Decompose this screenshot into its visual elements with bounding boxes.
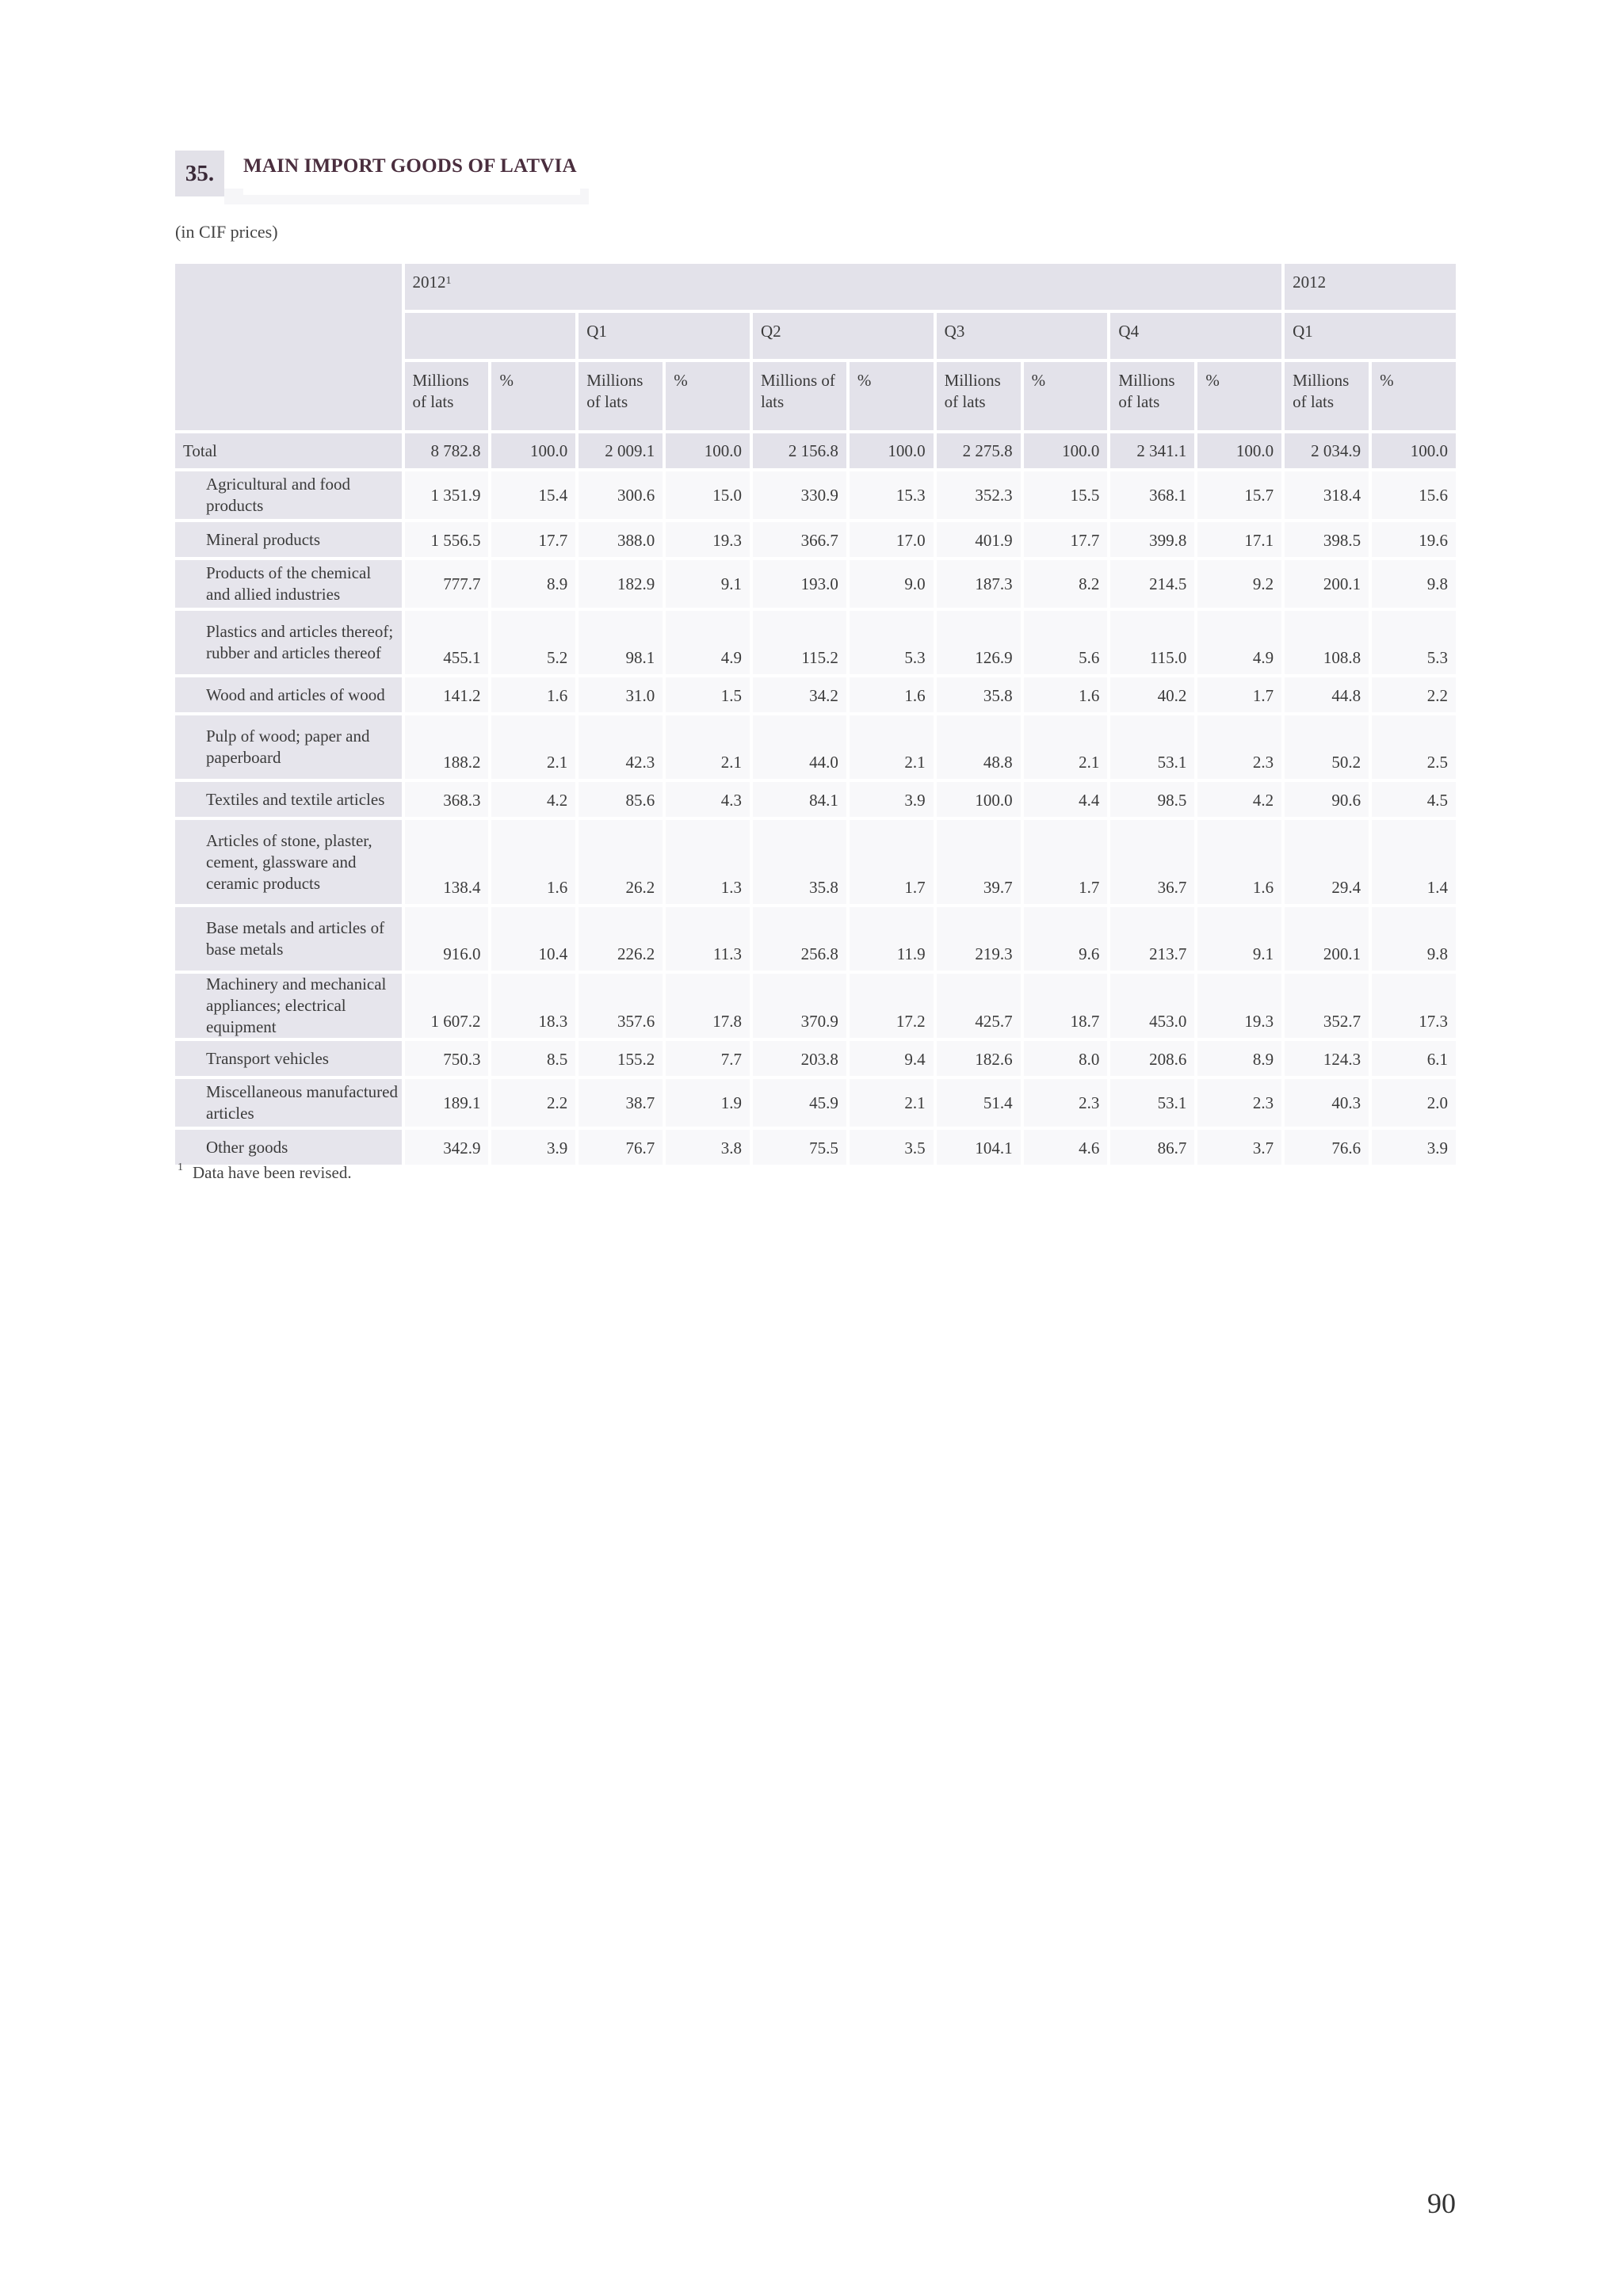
table-cell: 115.0 — [1110, 611, 1194, 674]
table-cell: 115.2 — [753, 611, 846, 674]
table-cell: 35.8 — [753, 820, 846, 904]
quarter-header-q3: Q3 — [937, 313, 1108, 359]
table-cell: 75.5 — [753, 1130, 846, 1165]
table-cell: 352.7 — [1285, 974, 1369, 1038]
table-cell: 777.7 — [405, 560, 489, 608]
table-cell: 104.1 — [937, 1130, 1021, 1165]
table-cell: 100.0 — [1024, 433, 1108, 468]
table-cell: 17.8 — [666, 974, 750, 1038]
table-cell: 2.1 — [850, 1079, 934, 1127]
table-row — [175, 677, 1456, 712]
row-label: Other goods — [175, 1130, 402, 1165]
table-row — [175, 522, 1456, 557]
row-label: Miscellaneous manufactured articles — [175, 1079, 402, 1127]
table-cell: 226.2 — [579, 907, 663, 971]
table-cell: 2 275.8 — [937, 433, 1021, 468]
table-cell: 19.3 — [666, 522, 750, 557]
row-label: Transport vehicles — [175, 1041, 402, 1076]
table-cell: 1.6 — [850, 677, 934, 712]
table-cell: 85.6 — [579, 782, 663, 817]
table-cell: 3.8 — [666, 1130, 750, 1165]
table-cell: 3.7 — [1197, 1130, 1281, 1165]
unit-header-percent: % — [850, 362, 934, 430]
table-cell: 193.0 — [753, 560, 846, 608]
table-cell: 19.6 — [1372, 522, 1456, 557]
total-row — [175, 433, 1456, 468]
table-cell: 189.1 — [405, 1079, 489, 1127]
table-cell: 100.0 — [937, 782, 1021, 817]
table-cell: 108.8 — [1285, 611, 1369, 674]
table-cell: 100.0 — [666, 433, 750, 468]
table-cell: 203.8 — [753, 1041, 846, 1076]
table-cell: 124.3 — [1285, 1041, 1369, 1076]
table-cell: 9.6 — [1024, 907, 1108, 971]
table-cell: 318.4 — [1285, 471, 1369, 519]
table-cell: 4.4 — [1024, 782, 1108, 817]
price-basis-note: (in CIF prices) — [175, 222, 278, 242]
table-cell: 8.9 — [491, 560, 575, 608]
table-cell: 370.9 — [753, 974, 846, 1038]
table-cell: 9.8 — [1372, 907, 1456, 971]
unit-header-percent: % — [1372, 362, 1456, 430]
table-cell: 4.6 — [1024, 1130, 1108, 1165]
table-cell: 368.1 — [1110, 471, 1194, 519]
quarter-header-q1-2012: Q1 — [1285, 313, 1456, 359]
table-cell: 100.0 — [1197, 433, 1281, 468]
table-cell: 182.9 — [579, 560, 663, 608]
table-cell: 2.3 — [1197, 715, 1281, 779]
table-cell: 100.0 — [1372, 433, 1456, 468]
table-cell: 5.3 — [850, 611, 934, 674]
table-cell: 44.0 — [753, 715, 846, 779]
table-cell: 5.2 — [491, 611, 575, 674]
import-goods-table — [172, 261, 1459, 1168]
table-cell: 44.8 — [1285, 677, 1369, 712]
table-cell: 34.2 — [753, 677, 846, 712]
table-cell: 8.2 — [1024, 560, 1108, 608]
table-cell: 3.5 — [850, 1130, 934, 1165]
table-cell: 11.3 — [666, 907, 750, 971]
table-number: 35. — [175, 151, 224, 196]
row-label: Base metals and articles of base metals — [175, 907, 402, 971]
table-cell: 2 034.9 — [1285, 433, 1369, 468]
table-cell: 15.0 — [666, 471, 750, 519]
table-row — [175, 1130, 1456, 1165]
unit-header-millions: Millions of lats — [579, 362, 663, 430]
table-cell: 5.6 — [1024, 611, 1108, 674]
table-cell: 98.5 — [1110, 782, 1194, 817]
table-row — [175, 974, 1456, 1038]
unit-header-millions: Millions of lats — [1110, 362, 1194, 430]
table-cell: 2 341.1 — [1110, 433, 1194, 468]
row-label: Mineral products — [175, 522, 402, 557]
table-cell: 455.1 — [405, 611, 489, 674]
table-cell: 2.1 — [850, 715, 934, 779]
table-cell: 38.7 — [579, 1079, 663, 1127]
table-cell: 213.7 — [1110, 907, 1194, 971]
table-cell: 9.4 — [850, 1041, 934, 1076]
table-cell: 453.0 — [1110, 974, 1194, 1038]
table-cell: 219.3 — [937, 907, 1021, 971]
table-cell: 36.7 — [1110, 820, 1194, 904]
table-cell: 8.5 — [491, 1041, 575, 1076]
table-cell: 187.3 — [937, 560, 1021, 608]
table-cell: 11.9 — [850, 907, 934, 971]
footnote-text: Data have been revised. — [193, 1163, 352, 1182]
table-cell: 86.7 — [1110, 1130, 1194, 1165]
table-cell: 1.7 — [1024, 820, 1108, 904]
table-cell: 138.4 — [405, 820, 489, 904]
table-cell: 2.3 — [1197, 1079, 1281, 1127]
table-cell: 388.0 — [579, 522, 663, 557]
year-header-2012-revised: 2012$^1$ — [405, 264, 1282, 310]
table-cell: 141.2 — [405, 677, 489, 712]
table-row — [175, 1079, 1456, 1127]
table-row — [175, 782, 1456, 817]
table-cell: 366.7 — [753, 522, 846, 557]
table-cell: 2 156.8 — [753, 433, 846, 468]
table-cell: 9.8 — [1372, 560, 1456, 608]
table-row — [175, 820, 1456, 904]
table-cell: 42.3 — [579, 715, 663, 779]
table-cell: 17.0 — [850, 522, 934, 557]
table-cell: 368.3 — [405, 782, 489, 817]
table-cell: 200.1 — [1285, 907, 1369, 971]
row-label: Pulp of wood; paper and paperboard — [175, 715, 402, 779]
table-cell: 17.1 — [1197, 522, 1281, 557]
table-title — [175, 151, 580, 203]
table-cell: 15.7 — [1197, 471, 1281, 519]
table-cell: 208.6 — [1110, 1041, 1194, 1076]
table-cell: 17.7 — [491, 522, 575, 557]
table-cell: 1.6 — [1024, 677, 1108, 712]
table-cell: 2.1 — [1024, 715, 1108, 779]
table-cell: 256.8 — [753, 907, 846, 971]
stub-header — [175, 264, 402, 430]
table-cell: 17.7 — [1024, 522, 1108, 557]
table-cell: 1.6 — [491, 677, 575, 712]
row-label: Textiles and textile articles — [175, 782, 402, 817]
table-cell: 76.6 — [1285, 1130, 1369, 1165]
table-cell: 18.3 — [491, 974, 575, 1038]
table-cell: 1.6 — [1197, 820, 1281, 904]
table-cell: 100.0 — [491, 433, 575, 468]
table-cell: 425.7 — [937, 974, 1021, 1038]
table-cell: 9.2 — [1197, 560, 1281, 608]
table-cell: 2.1 — [666, 715, 750, 779]
table-cell: 45.9 — [753, 1079, 846, 1127]
table-cell: 50.2 — [1285, 715, 1369, 779]
table-cell: 76.7 — [579, 1130, 663, 1165]
unit-header-millions: Millions of lats — [1285, 362, 1369, 430]
row-label: Wood and articles of wood — [175, 677, 402, 712]
table-cell: 9.1 — [1197, 907, 1281, 971]
table-row — [175, 715, 1456, 779]
table-cell: 401.9 — [937, 522, 1021, 557]
table-cell: 84.1 — [753, 782, 846, 817]
table-row — [175, 1041, 1456, 1076]
quarter-header-q4: Q4 — [1110, 313, 1281, 359]
table-cell: 2.5 — [1372, 715, 1456, 779]
table-row — [175, 907, 1456, 971]
table-cell: 1.5 — [666, 677, 750, 712]
table-cell: 1 351.9 — [405, 471, 489, 519]
table-cell: 90.6 — [1285, 782, 1369, 817]
table-cell: 3.9 — [491, 1130, 575, 1165]
table-cell: 1.7 — [850, 820, 934, 904]
table-heading: MAIN IMPORT GOODS OF LATVIA — [243, 155, 580, 195]
table-cell: 39.7 — [937, 820, 1021, 904]
table-cell: 4.2 — [491, 782, 575, 817]
table-cell: 4.2 — [1197, 782, 1281, 817]
row-label: Agricultural and food products — [175, 471, 402, 519]
row-label: Machinery and mechanical appliances; electrical equipment — [175, 974, 402, 1038]
row-label: Articles of stone, plaster, cement, glassware and ceramic products — [175, 820, 402, 904]
table-cell: 1.3 — [666, 820, 750, 904]
table-cell: 1 607.2 — [405, 974, 489, 1038]
table-cell: 10.4 — [491, 907, 575, 971]
table-cell: 9.1 — [666, 560, 750, 608]
footnote-marker: 1 — [178, 1161, 183, 1173]
table-cell: 17.3 — [1372, 974, 1456, 1038]
unit-header-millions: Millions of lats — [753, 362, 846, 430]
quarter-header-q1: Q1 — [579, 313, 750, 359]
table-cell: 53.1 — [1110, 715, 1194, 779]
table-cell: 18.7 — [1024, 974, 1108, 1038]
table-cell: 126.9 — [937, 611, 1021, 674]
table-cell: 2 009.1 — [579, 433, 663, 468]
table-cell: 29.4 — [1285, 820, 1369, 904]
unit-header-millions: Millions of lats — [937, 362, 1021, 430]
table-cell: 4.9 — [1197, 611, 1281, 674]
table-cell: 1.9 — [666, 1079, 750, 1127]
table-row — [175, 471, 1456, 519]
table-cell: 1 556.5 — [405, 522, 489, 557]
table-cell: 8.9 — [1197, 1041, 1281, 1076]
table-cell: 8 782.8 — [405, 433, 489, 468]
unit-header-percent: % — [491, 362, 575, 430]
table-cell: 352.3 — [937, 471, 1021, 519]
table-cell: 188.2 — [405, 715, 489, 779]
table-cell: 4.5 — [1372, 782, 1456, 817]
table-cell: 31.0 — [579, 677, 663, 712]
table-cell: 155.2 — [579, 1041, 663, 1076]
row-label: Products of the chemical and allied industries — [175, 560, 402, 608]
table-cell: 15.3 — [850, 471, 934, 519]
table-cell: 916.0 — [405, 907, 489, 971]
table-row — [175, 560, 1456, 608]
table-cell: 17.2 — [850, 974, 934, 1038]
table-cell: 40.3 — [1285, 1079, 1369, 1127]
year-header-2012: 2012 — [1285, 264, 1456, 310]
table-cell: 19.3 — [1197, 974, 1281, 1038]
table-cell: 1.4 — [1372, 820, 1456, 904]
table-cell: 35.8 — [937, 677, 1021, 712]
footnote — [178, 1163, 352, 1183]
table-cell: 398.5 — [1285, 522, 1369, 557]
annual-header-blank — [405, 313, 576, 359]
table-cell: 6.1 — [1372, 1041, 1456, 1076]
table-cell: 2.0 — [1372, 1079, 1456, 1127]
table-cell: 2.2 — [1372, 677, 1456, 712]
table-cell: 48.8 — [937, 715, 1021, 779]
row-label: Plastics and articles thereof; rubber and articles thereof — [175, 611, 402, 674]
unit-header-percent: % — [666, 362, 750, 430]
table-cell: 300.6 — [579, 471, 663, 519]
table-cell: 1.6 — [491, 820, 575, 904]
quarter-header-q2: Q2 — [753, 313, 934, 359]
page-number: 90 — [1427, 2187, 1456, 2219]
table-cell: 40.2 — [1110, 677, 1194, 712]
table-cell: 15.4 — [491, 471, 575, 519]
table-cell: 5.3 — [1372, 611, 1456, 674]
table-cell: 15.5 — [1024, 471, 1108, 519]
table-cell: 214.5 — [1110, 560, 1194, 608]
table-cell: 4.3 — [666, 782, 750, 817]
table-cell: 98.1 — [579, 611, 663, 674]
table-cell: 357.6 — [579, 974, 663, 1038]
table-cell: 2.3 — [1024, 1079, 1108, 1127]
table-cell: 15.6 — [1372, 471, 1456, 519]
table-row — [175, 611, 1456, 674]
table-cell: 330.9 — [753, 471, 846, 519]
table-cell: 9.0 — [850, 560, 934, 608]
table-cell: 3.9 — [1372, 1130, 1456, 1165]
unit-header-millions: Millions of lats — [405, 362, 489, 430]
table-cell: 26.2 — [579, 820, 663, 904]
table-cell: 51.4 — [937, 1079, 1021, 1127]
table-cell: 53.1 — [1110, 1079, 1194, 1127]
table-cell: 1.7 — [1197, 677, 1281, 712]
table-cell: 8.0 — [1024, 1041, 1108, 1076]
row-label: Total — [175, 433, 402, 468]
table-cell: 2.1 — [491, 715, 575, 779]
table-cell: 200.1 — [1285, 560, 1369, 608]
table-cell: 4.9 — [666, 611, 750, 674]
unit-header-percent: % — [1024, 362, 1108, 430]
table-cell: 342.9 — [405, 1130, 489, 1165]
table-cell: 100.0 — [850, 433, 934, 468]
table-cell: 182.6 — [937, 1041, 1021, 1076]
table-cell: 2.2 — [491, 1079, 575, 1127]
table-cell: 399.8 — [1110, 522, 1194, 557]
table-cell: 750.3 — [405, 1041, 489, 1076]
table-cell: 3.9 — [850, 782, 934, 817]
unit-header-percent: % — [1197, 362, 1281, 430]
table-cell: 7.7 — [666, 1041, 750, 1076]
